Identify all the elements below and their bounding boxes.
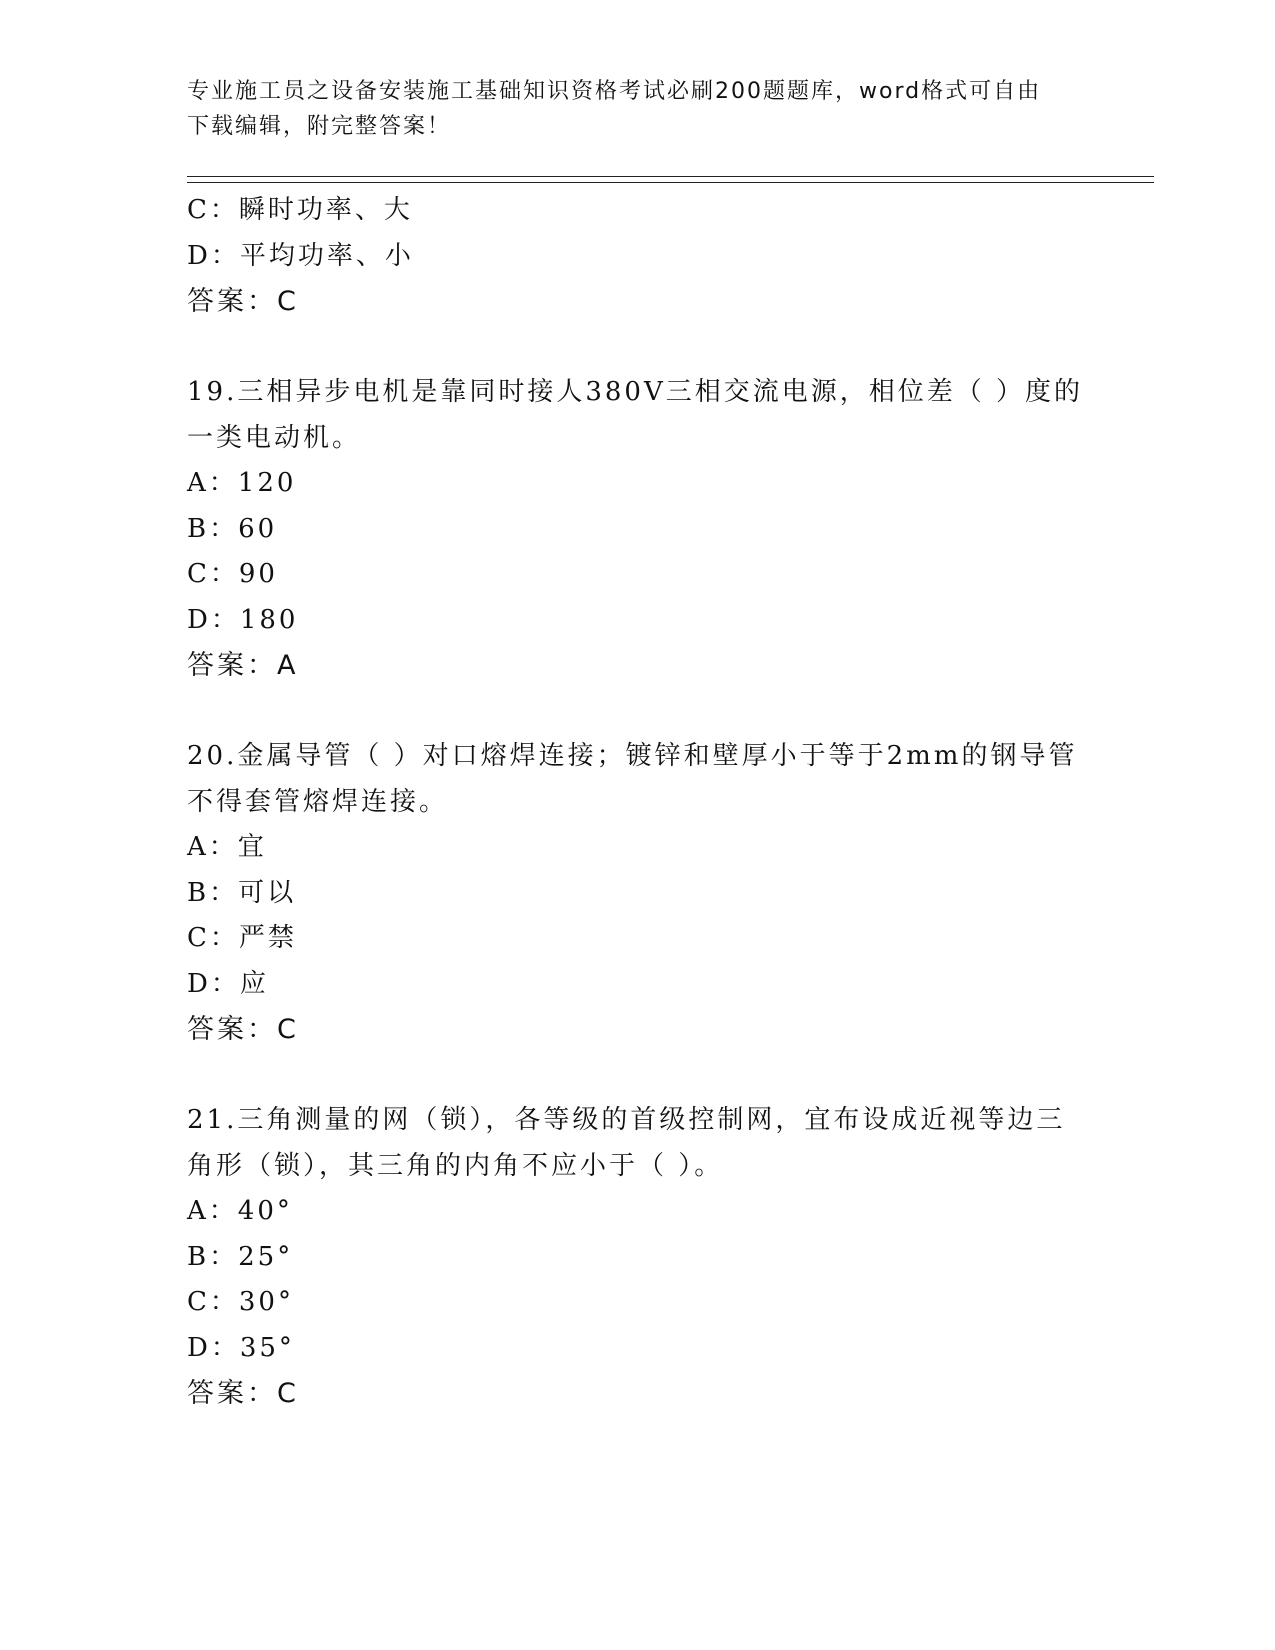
option-a: A：120 — [187, 468, 297, 498]
option-c: C：瞬时功率、大 — [187, 195, 413, 225]
question-stem-line-1: 20.金属导管（ ）对口熔焊连接；镀锌和壁厚小于等于2mm的钢导管 — [187, 741, 1078, 771]
option-d: D：180 — [187, 604, 299, 635]
question-list — [187, 188, 1087, 1417]
answer: 答案：C — [187, 286, 299, 317]
spacer — [187, 325, 1087, 371]
answer: 答案：C — [187, 1014, 299, 1045]
question-20 — [187, 734, 1087, 1053]
option-b: B：60 — [187, 513, 278, 544]
option-b: B：25° — [187, 1241, 294, 1272]
document-header — [187, 74, 1077, 144]
option-b: B：可以 — [187, 877, 297, 908]
header-line-1: 专业施工员之设备安装施工基础知识资格考试必刷200题题库，word格式可自由 — [187, 79, 1042, 104]
header-line-2: 下载编辑，附完整答案！ — [187, 114, 452, 139]
option-c: C：90 — [187, 559, 278, 589]
spacer — [187, 689, 1087, 735]
option-c: C：严禁 — [187, 923, 297, 953]
option-d: D：平均功率、小 — [187, 240, 414, 271]
question-stem-line-1: 21.三角测量的网（锁），各等级的首级控制网，宜布设成近视等边三 — [187, 1105, 1066, 1135]
answer: 答案：A — [187, 650, 299, 681]
spacer — [187, 1053, 1087, 1099]
header-divider-bottom — [187, 182, 1154, 183]
question-21 — [187, 1098, 1087, 1417]
question-stem-line-2: 不得套管熔焊连接。 — [187, 786, 449, 817]
option-d: D：应 — [187, 968, 269, 999]
option-a: A：宜 — [187, 832, 267, 862]
question-stem-line-1: 19.三相异步电机是靠同时接人380V三相交流电源，相位差（ ）度的 — [187, 377, 1084, 407]
question-18-continued — [187, 188, 1087, 325]
option-c: C：30° — [187, 1287, 294, 1317]
option-d: D：35° — [187, 1332, 295, 1363]
question-19 — [187, 370, 1087, 689]
question-stem-line-2: 角形（锁），其三角的内角不应小于（ ）。 — [187, 1150, 724, 1181]
option-a: A：40° — [187, 1196, 293, 1226]
header-divider-top — [187, 176, 1154, 177]
question-stem-line-2: 一类电动机。 — [187, 422, 362, 453]
answer: 答案：C — [187, 1378, 299, 1409]
